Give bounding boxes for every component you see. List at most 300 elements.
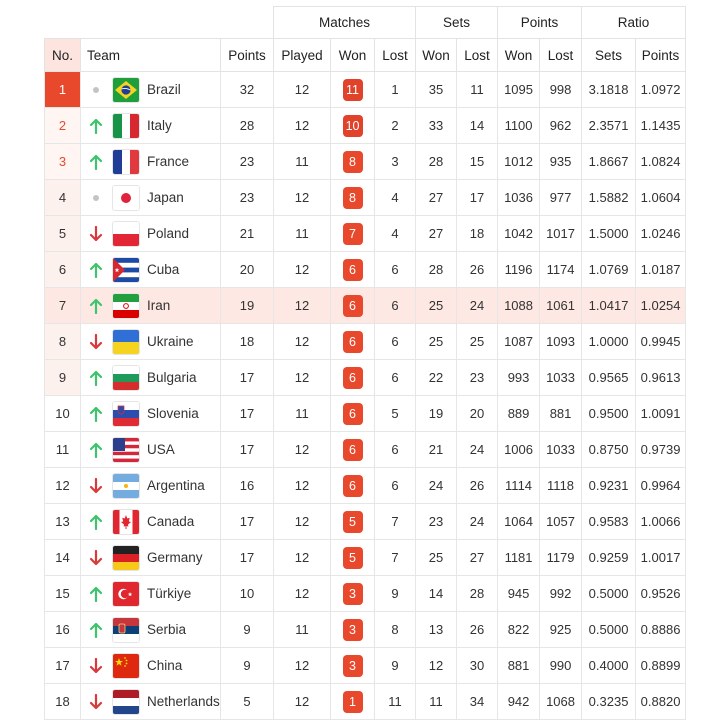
- rank-cell: 3: [45, 144, 81, 180]
- lost-cell: 1: [375, 72, 416, 108]
- points-won-cell: 1196: [498, 252, 540, 288]
- dot-icon: [85, 81, 107, 99]
- ratio-sets-cell: 1.8667: [582, 144, 636, 180]
- played-cell: 11: [274, 216, 331, 252]
- arrow-up-icon: [85, 297, 107, 315]
- sets-lost-cell: 14: [457, 108, 498, 144]
- rank-cell: 4: [45, 180, 81, 216]
- sets-lost-cell: 30: [457, 648, 498, 684]
- bulgaria-flag-icon: [113, 366, 139, 390]
- rank-cell: 1: [45, 72, 81, 108]
- ratio-points-cell: 0.9945: [636, 324, 686, 360]
- won-cell: [331, 576, 375, 612]
- played-cell: 12: [274, 648, 331, 684]
- team-name[interactable]: Netherlands: [147, 694, 220, 709]
- team-cell[interactable]: [81, 540, 221, 576]
- rank-cell: 8: [45, 324, 81, 360]
- team-name[interactable]: Türkiye: [147, 586, 192, 601]
- lost-cell: 6: [375, 360, 416, 396]
- lost-cell: 6: [375, 432, 416, 468]
- ratio-points-cell: 0.9526: [636, 576, 686, 612]
- argentina-flag-icon: [113, 474, 139, 498]
- group-header-points: Points: [498, 7, 582, 39]
- points-lost-cell: 1033: [540, 360, 582, 396]
- ratio-points-cell: 0.9613: [636, 360, 686, 396]
- won-badge: 3: [343, 583, 363, 605]
- rank-cell: 7: [45, 288, 81, 324]
- rank-cell: 17: [45, 648, 81, 684]
- sets-won-cell: 23: [416, 504, 457, 540]
- sets-lost-cell: 11: [457, 72, 498, 108]
- team-name[interactable]: Italy: [147, 118, 172, 133]
- points-won-cell: 1088: [498, 288, 540, 324]
- played-cell: 12: [274, 432, 331, 468]
- serbia-flag-icon: [113, 618, 139, 642]
- ratio-sets-cell: 1.5000: [582, 216, 636, 252]
- rank-cell: 12: [45, 468, 81, 504]
- won-badge: 6: [343, 367, 363, 389]
- team-name[interactable]: Argentina: [147, 478, 205, 493]
- team-name[interactable]: Japan: [147, 190, 184, 205]
- won-cell: [331, 504, 375, 540]
- played-cell: 11: [274, 144, 331, 180]
- table-row[interactable]: [45, 72, 686, 108]
- lost-cell: 7: [375, 540, 416, 576]
- column-header-row: [45, 39, 686, 72]
- points-cell: 5: [221, 684, 274, 720]
- arrow-up-icon: [85, 621, 107, 639]
- dot-icon: [85, 189, 107, 207]
- points-lost-cell: 881: [540, 396, 582, 432]
- points-cell: 32: [221, 72, 274, 108]
- sets-won-cell: 28: [416, 252, 457, 288]
- points-lost-cell: 1017: [540, 216, 582, 252]
- table-row[interactable]: [45, 144, 686, 180]
- points-won-cell: 1064: [498, 504, 540, 540]
- team-name[interactable]: USA: [147, 442, 175, 457]
- sets-lost-cell: 26: [457, 252, 498, 288]
- team-name[interactable]: Cuba: [147, 262, 180, 277]
- canada-flag-icon: [113, 510, 139, 534]
- played-cell: 11: [274, 396, 331, 432]
- poland-flag-icon: [113, 222, 139, 246]
- team-cell[interactable]: [81, 648, 221, 684]
- table-row[interactable]: [45, 612, 686, 648]
- team-name[interactable]: Poland: [147, 226, 190, 241]
- team-cell[interactable]: [81, 288, 221, 324]
- team-cell[interactable]: [81, 72, 221, 108]
- points-won-cell: 945: [498, 576, 540, 612]
- team-cell[interactable]: [81, 216, 221, 252]
- sets-won-cell: 25: [416, 324, 457, 360]
- lost-cell: 2: [375, 108, 416, 144]
- ratio-sets-cell: 0.8750: [582, 432, 636, 468]
- ratio-sets-cell: 0.9565: [582, 360, 636, 396]
- team-cell[interactable]: [81, 504, 221, 540]
- column-header-points-lost[interactable]: Lost: [540, 39, 582, 72]
- team-name[interactable]: Iran: [147, 298, 171, 313]
- won-cell: [331, 108, 375, 144]
- ratio-points-cell: 1.0824: [636, 144, 686, 180]
- played-cell: 12: [274, 576, 331, 612]
- iran-flag-icon: [113, 294, 139, 318]
- team-name[interactable]: Canada: [147, 514, 195, 529]
- won-cell: [331, 612, 375, 648]
- played-cell: 12: [274, 180, 331, 216]
- played-cell: 12: [274, 360, 331, 396]
- rank-cell: 14: [45, 540, 81, 576]
- points-lost-cell: 925: [540, 612, 582, 648]
- arrow-up-icon: [85, 405, 107, 423]
- cuba-flag-icon: [113, 258, 139, 282]
- team-name[interactable]: Slovenia: [147, 406, 199, 421]
- sets-won-cell: 14: [416, 576, 457, 612]
- sets-lost-cell: 15: [457, 144, 498, 180]
- france-flag-icon: [113, 150, 139, 174]
- japan-flag-icon: [113, 186, 139, 210]
- points-won-cell: 1036: [498, 180, 540, 216]
- played-cell: 12: [274, 684, 331, 720]
- table-row[interactable]: [45, 504, 686, 540]
- column-header-points-won[interactable]: Won: [498, 39, 540, 72]
- table-row[interactable]: [45, 648, 686, 684]
- arrow-down-icon: [85, 657, 107, 675]
- sets-won-cell: 19: [416, 396, 457, 432]
- ratio-sets-cell: 1.0000: [582, 324, 636, 360]
- lost-cell: 8: [375, 612, 416, 648]
- points-won-cell: 1114: [498, 468, 540, 504]
- points-won-cell: 1181: [498, 540, 540, 576]
- column-header-sets-won[interactable]: Won: [416, 39, 457, 72]
- ratio-points-cell: 1.0972: [636, 72, 686, 108]
- ratio-points-cell: 0.8886: [636, 612, 686, 648]
- arrow-up-icon: [85, 513, 107, 531]
- table-row[interactable]: [45, 252, 686, 288]
- ratio-points-cell: 1.0604: [636, 180, 686, 216]
- points-cell: 16: [221, 468, 274, 504]
- sets-won-cell: 33: [416, 108, 457, 144]
- points-cell: 28: [221, 108, 274, 144]
- points-won-cell: 1095: [498, 72, 540, 108]
- arrow-up-icon: [85, 153, 107, 171]
- points-lost-cell: 1174: [540, 252, 582, 288]
- won-badge: 3: [343, 619, 363, 641]
- lost-cell: 11: [375, 684, 416, 720]
- ratio-points-cell: 1.0254: [636, 288, 686, 324]
- won-badge: 5: [343, 547, 363, 569]
- sets-won-cell: 27: [416, 216, 457, 252]
- points-lost-cell: 1057: [540, 504, 582, 540]
- column-header-ratio-sets[interactable]: Sets: [582, 39, 636, 72]
- team-name[interactable]: France: [147, 154, 190, 169]
- arrow-up-icon: [85, 441, 107, 459]
- lost-cell: 6: [375, 468, 416, 504]
- team-cell[interactable]: [81, 324, 221, 360]
- sets-lost-cell: 18: [457, 216, 498, 252]
- rank-cell: 10: [45, 396, 81, 432]
- arrow-down-icon: [85, 477, 107, 495]
- points-cell: 23: [221, 144, 274, 180]
- sets-lost-cell: 25: [457, 324, 498, 360]
- ratio-sets-cell: 1.0769: [582, 252, 636, 288]
- points-cell: 18: [221, 324, 274, 360]
- team-cell[interactable]: [81, 468, 221, 504]
- won-cell: [331, 216, 375, 252]
- points-cell: 17: [221, 396, 274, 432]
- points-lost-cell: 1093: [540, 324, 582, 360]
- table-row[interactable]: [45, 432, 686, 468]
- team-cell[interactable]: [81, 684, 221, 720]
- points-cell: 17: [221, 540, 274, 576]
- points-cell: 17: [221, 504, 274, 540]
- team-name[interactable]: Brazil: [147, 82, 181, 97]
- won-cell: [331, 324, 375, 360]
- table-row[interactable]: [45, 396, 686, 432]
- points-lost-cell: 935: [540, 144, 582, 180]
- column-header-won[interactable]: Won: [331, 39, 375, 72]
- group-header-ratio: Ratio: [582, 7, 686, 39]
- ratio-sets-cell: 1.0417: [582, 288, 636, 324]
- points-won-cell: 1012: [498, 144, 540, 180]
- points-won-cell: 822: [498, 612, 540, 648]
- table-row[interactable]: [45, 180, 686, 216]
- group-header-sets: Sets: [416, 7, 498, 39]
- sets-lost-cell: 28: [457, 576, 498, 612]
- sets-won-cell: 21: [416, 432, 457, 468]
- column-header-team[interactable]: Team: [81, 39, 221, 72]
- points-won-cell: 1100: [498, 108, 540, 144]
- arrow-down-icon: [85, 549, 107, 567]
- standings-body: [45, 72, 686, 720]
- won-badge: 6: [343, 475, 363, 497]
- ratio-sets-cell: 0.9583: [582, 504, 636, 540]
- group-header-spacer: [45, 7, 274, 39]
- lost-cell: 6: [375, 252, 416, 288]
- lost-cell: 5: [375, 396, 416, 432]
- won-cell: [331, 180, 375, 216]
- rank-cell: 6: [45, 252, 81, 288]
- won-cell: [331, 468, 375, 504]
- won-cell: [331, 144, 375, 180]
- arrow-up-icon: [85, 369, 107, 387]
- ratio-sets-cell: 0.5000: [582, 576, 636, 612]
- won-badge: 5: [343, 511, 363, 533]
- sets-won-cell: 13: [416, 612, 457, 648]
- sets-lost-cell: 20: [457, 396, 498, 432]
- rank-cell: 13: [45, 504, 81, 540]
- won-badge: 6: [343, 403, 363, 425]
- ratio-sets-cell: 0.9259: [582, 540, 636, 576]
- ukraine-flag-icon: [113, 330, 139, 354]
- won-cell: [331, 684, 375, 720]
- played-cell: 12: [274, 288, 331, 324]
- played-cell: 12: [274, 504, 331, 540]
- points-lost-cell: 990: [540, 648, 582, 684]
- won-badge: 11: [343, 79, 363, 101]
- played-cell: 12: [274, 540, 331, 576]
- rank-cell: 15: [45, 576, 81, 612]
- points-cell: 9: [221, 648, 274, 684]
- won-badge: 6: [343, 439, 363, 461]
- sets-won-cell: 24: [416, 468, 457, 504]
- china-flag-icon: [113, 654, 139, 678]
- table-row[interactable]: [45, 684, 686, 720]
- column-header-ratio-points[interactable]: Points: [636, 39, 686, 72]
- won-badge: 8: [343, 151, 363, 173]
- table-row[interactable]: [45, 540, 686, 576]
- team-cell[interactable]: [81, 252, 221, 288]
- points-cell: 17: [221, 360, 274, 396]
- table-row[interactable]: [45, 288, 686, 324]
- sets-lost-cell: 27: [457, 540, 498, 576]
- team-name[interactable]: Germany: [147, 550, 203, 565]
- column-header-points[interactable]: Points: [221, 39, 274, 72]
- won-badge: 6: [343, 295, 363, 317]
- played-cell: 12: [274, 72, 331, 108]
- table-row[interactable]: [45, 324, 686, 360]
- points-lost-cell: 998: [540, 72, 582, 108]
- ratio-sets-cell: 0.5000: [582, 612, 636, 648]
- ratio-sets-cell: 1.5882: [582, 180, 636, 216]
- points-cell: 10: [221, 576, 274, 612]
- won-cell: [331, 648, 375, 684]
- team-name[interactable]: Bulgaria: [147, 370, 197, 385]
- arrow-down-icon: [85, 333, 107, 351]
- table-row[interactable]: [45, 216, 686, 252]
- lost-cell: 9: [375, 576, 416, 612]
- points-won-cell: 942: [498, 684, 540, 720]
- column-header-played[interactable]: Played: [274, 39, 331, 72]
- ratio-sets-cell: 2.3571: [582, 108, 636, 144]
- arrow-up-icon: [85, 585, 107, 603]
- team-cell[interactable]: [81, 108, 221, 144]
- played-cell: 12: [274, 252, 331, 288]
- won-badge: 8: [343, 187, 363, 209]
- ratio-points-cell: 1.0066: [636, 504, 686, 540]
- rank-cell: 5: [45, 216, 81, 252]
- points-cell: 9: [221, 612, 274, 648]
- points-lost-cell: 1118: [540, 468, 582, 504]
- italy-flag-icon: [113, 114, 139, 138]
- points-lost-cell: 1179: [540, 540, 582, 576]
- won-badge: 7: [343, 223, 363, 245]
- points-cell: 21: [221, 216, 274, 252]
- column-header-sets-lost[interactable]: Lost: [457, 39, 498, 72]
- ratio-points-cell: 1.0017: [636, 540, 686, 576]
- lost-cell: 6: [375, 324, 416, 360]
- won-cell: [331, 540, 375, 576]
- usa-flag-icon: [113, 438, 139, 462]
- rank-cell: 16: [45, 612, 81, 648]
- sets-won-cell: 22: [416, 360, 457, 396]
- points-won-cell: 1087: [498, 324, 540, 360]
- points-cell: 19: [221, 288, 274, 324]
- germany-flag-icon: [113, 546, 139, 570]
- sets-lost-cell: 34: [457, 684, 498, 720]
- lost-cell: 7: [375, 504, 416, 540]
- rank-cell: 2: [45, 108, 81, 144]
- played-cell: 12: [274, 468, 331, 504]
- won-badge: 10: [343, 115, 363, 137]
- sets-lost-cell: 26: [457, 612, 498, 648]
- turkiye-flag-icon: [113, 582, 139, 606]
- column-header-no[interactable]: No.: [45, 39, 81, 72]
- sets-won-cell: 27: [416, 180, 457, 216]
- won-badge: 6: [343, 331, 363, 353]
- team-cell[interactable]: [81, 576, 221, 612]
- points-lost-cell: 1061: [540, 288, 582, 324]
- ratio-points-cell: 1.1435: [636, 108, 686, 144]
- points-won-cell: 1042: [498, 216, 540, 252]
- won-cell: [331, 432, 375, 468]
- table-row[interactable]: [45, 468, 686, 504]
- points-cell: 20: [221, 252, 274, 288]
- ratio-sets-cell: 0.4000: [582, 648, 636, 684]
- group-header-matches: Matches: [274, 7, 416, 39]
- ratio-points-cell: 0.8820: [636, 684, 686, 720]
- points-cell: 17: [221, 432, 274, 468]
- brazil-flag-icon: [113, 78, 139, 102]
- team-name[interactable]: China: [147, 658, 183, 673]
- sets-won-cell: 28: [416, 144, 457, 180]
- sets-lost-cell: 24: [457, 432, 498, 468]
- points-lost-cell: 977: [540, 180, 582, 216]
- won-badge: 1: [343, 691, 363, 713]
- points-cell: 23: [221, 180, 274, 216]
- sets-lost-cell: 24: [457, 504, 498, 540]
- lost-cell: 6: [375, 288, 416, 324]
- arrow-up-icon: [85, 261, 107, 279]
- team-name[interactable]: Ukraine: [147, 334, 194, 349]
- ratio-sets-cell: 0.9500: [582, 396, 636, 432]
- won-cell: [331, 360, 375, 396]
- sets-won-cell: 11: [416, 684, 457, 720]
- won-cell: [331, 252, 375, 288]
- rank-cell: 18: [45, 684, 81, 720]
- team-cell[interactable]: [81, 180, 221, 216]
- lost-cell: 4: [375, 216, 416, 252]
- points-lost-cell: 992: [540, 576, 582, 612]
- table-row[interactable]: [45, 360, 686, 396]
- team-cell[interactable]: [81, 396, 221, 432]
- points-lost-cell: 1033: [540, 432, 582, 468]
- table-row[interactable]: [45, 576, 686, 612]
- points-won-cell: 881: [498, 648, 540, 684]
- team-cell[interactable]: [81, 144, 221, 180]
- sets-lost-cell: 23: [457, 360, 498, 396]
- sets-won-cell: 25: [416, 540, 457, 576]
- sets-lost-cell: 26: [457, 468, 498, 504]
- team-cell[interactable]: [81, 612, 221, 648]
- standings-table: [44, 6, 686, 720]
- ratio-sets-cell: 0.3235: [582, 684, 636, 720]
- team-cell[interactable]: [81, 432, 221, 468]
- lost-cell: 3: [375, 144, 416, 180]
- team-name[interactable]: Serbia: [147, 622, 187, 637]
- played-cell: 12: [274, 108, 331, 144]
- arrow-down-icon: [85, 225, 107, 243]
- lost-cell: 9: [375, 648, 416, 684]
- team-cell[interactable]: [81, 360, 221, 396]
- sets-lost-cell: 17: [457, 180, 498, 216]
- won-cell: [331, 396, 375, 432]
- table-row[interactable]: [45, 108, 686, 144]
- points-won-cell: 993: [498, 360, 540, 396]
- column-header-lost[interactable]: Lost: [375, 39, 416, 72]
- ratio-points-cell: 0.9964: [636, 468, 686, 504]
- slovenia-flag-icon: [113, 402, 139, 426]
- points-lost-cell: 1068: [540, 684, 582, 720]
